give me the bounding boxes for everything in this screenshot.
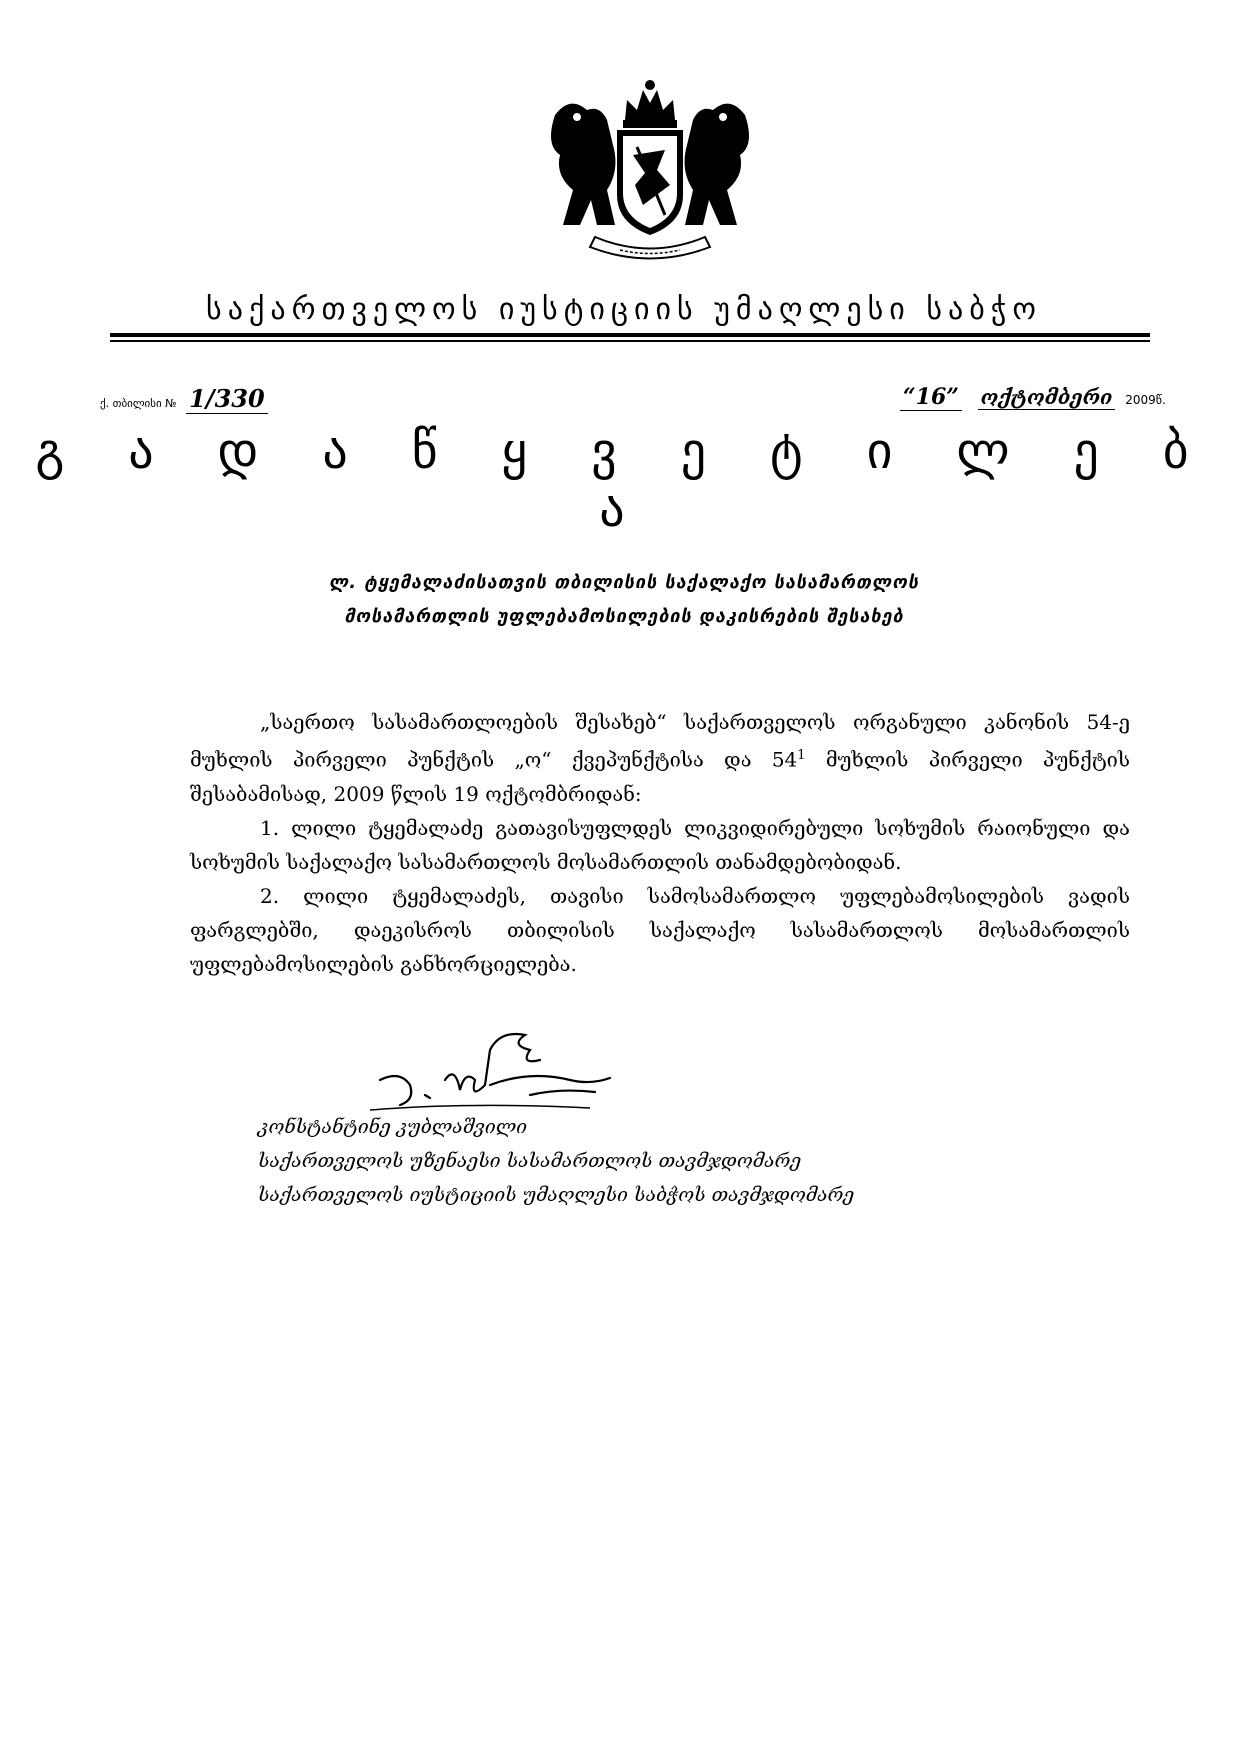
motto-ribbon-icon <box>590 237 710 259</box>
council-name: საქართველოს იუსტიციის უმაღლესი საბჭო <box>206 292 1042 327</box>
signatory-name: კონსტანტინე კუბლაშვილი <box>258 1116 528 1138</box>
crown-icon <box>623 80 677 128</box>
signatory-title-1: საქართველოს უზენაესი სასამართლოს თავმჯდომარე <box>258 1150 802 1172</box>
decision-date <box>900 384 1166 414</box>
decision-item-2: 2. ლილი ტყემალაძეს, თავისი სამოსამართლო უფლებამოსილების ვადის ფარგლებში, დაეკისროს თბილისის საქალაქო სასამართლოს მოსამართლის უფლებამოსილების განხორციელება. <box>190 883 1130 976</box>
decision-body <box>190 705 1130 981</box>
decision-item-1: 1. ლილი ტყემალაძე გათავისუფლდეს ლიკვიდირებული სოხუმის რაიონული და სოხუმის საქალაქო სასამართლოს მოსამართლის თანამდებობიდან. <box>190 815 1130 874</box>
right-lion-icon <box>685 104 749 225</box>
signatory-title-2: საქართველოს იუსტიციის უმაღლესი საბჭოს თავმჯდომარე <box>258 1184 855 1206</box>
city-label: ქ. თბილისი № <box>100 397 177 410</box>
date-day: “16” <box>900 384 962 411</box>
left-lion-icon <box>551 104 615 225</box>
subject-line-2: მოსამართლის უფლებამოსილების დაკისრების შესახებ <box>344 606 904 627</box>
signatory-block <box>258 1110 854 1212</box>
document-subject <box>0 566 1248 634</box>
date-year: 2009წ. <box>1125 393 1166 407</box>
header-divider-thick <box>110 333 1150 337</box>
coat-of-arms-emblem <box>525 75 775 265</box>
subject-line-1: ლ. ტყემალაძისათვის თბილისის საქალაქო სასამართლოს <box>328 572 920 593</box>
decision-reference <box>100 384 268 414</box>
document-type-title: გ ა დ ა წ ყ ვ ე ტ ი ლ ე ბ ა <box>35 422 1213 538</box>
date-month: ოქტომბერი <box>978 385 1116 410</box>
intro-paragraph: „საერთო სასამართლოების შესახებ“ საქართველოს ორგანული კანონის 54-ე მუხლის პირველი პუნქტის „ო“ ქვეპუნქტისა და $54^1$ მუხლის პირველი პუნქტის შესაბამისად, 2009 წლის 19 ოქტომბრიდან: <box>190 710 1130 806</box>
shield-icon <box>617 130 683 235</box>
header-divider-thin <box>110 340 1150 342</box>
decision-number: 1/330 <box>186 384 268 414</box>
